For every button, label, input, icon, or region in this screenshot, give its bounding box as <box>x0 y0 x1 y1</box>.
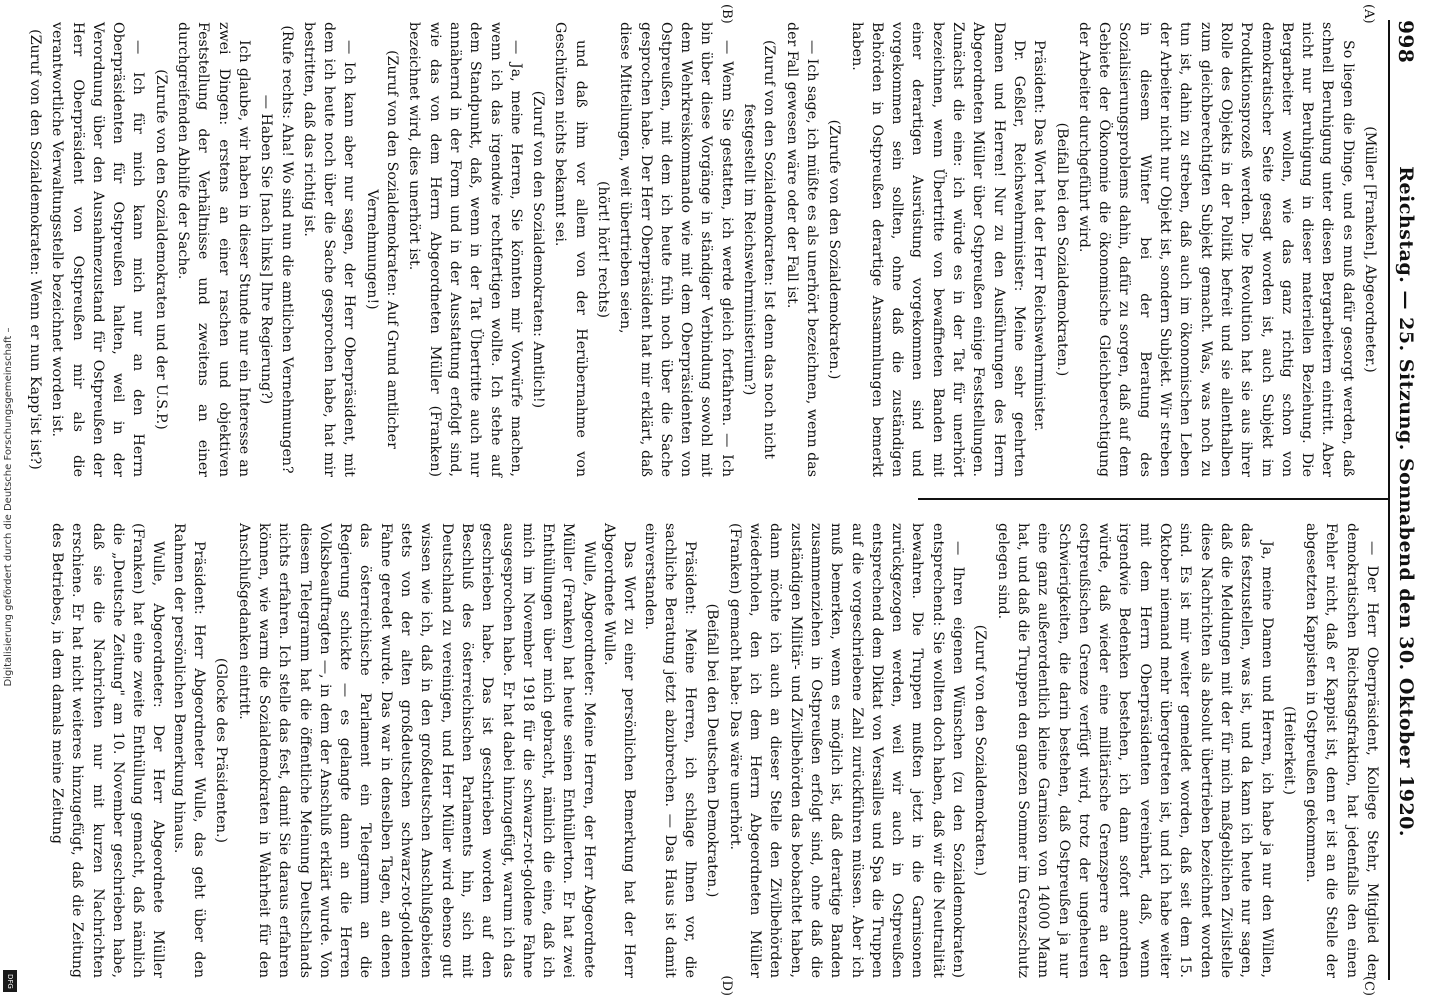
paragraph: Ich glaube, wir haben in dieser Stunde nur ein Interesse an zwei Dingen: erstens an einer raschen und objektiven Feststellung der Verhältnisse und zweitens an einer durchgreifenden Abhilfe der Sache. <box>175 22 252 477</box>
paragraph: — Ich kann aber nur sagen, der Herr Oberpräsident, mit dem ich heute noch über die Sache gesprochen habe, hat mir bestritten, daß das richtig ist. <box>300 22 358 477</box>
right-column <box>47 523 1382 978</box>
page-frame <box>22 0 1434 1000</box>
paragraph: Wulle, Abgeordneter: Meine Herren, der Herr Abgeordnete Müller (Franken) hat heute seinen Enthüllerton. Er hat zwei Enthüllungen über mich gebracht, nämlich die eine, daß ich mich im November 1918 für die schwarz-rot-goldene Fahne ausgesprochen habe. Er hat dabei hinzugefügt, warum ich das geschrieben habe. Das ist geschrieben worden auf den Beschluß des österreichischen Parlaments hin, sich mit Deutschland zu vereinigen, und Herr Müller wird ebenso gut wissen wie ich, daß in den großdeutschen Anschlußgebieten stets von der alten großdeutschen schwarz-rot-goldenen Fahne geredet wurde. Das war in denselben Tagen, an denen das österreichische Parlament ein Telegramm an die Regierung schickte — es gelangte dann an die Herren Volksbeauftragten —, in dem der Anschluß erklärt wurde. Von diesem Telegramm hat die öffentliche Meinung Deutschlands nichts erfahren. Ich stelle das fest, damit Sie daraus erfahren können, wie warm die Sozialdemokraten in Wahrheit für den Anschlußgedanken eintritt. <box>235 523 597 978</box>
paragraph: — Der Herr Oberpräsident, Kollege Stehr, Mitglied der demokratischen Reichstagsfraktion, hat jedenfalls den einen Fehler nicht, daß er Kappist ist, denn er ist an die Stelle der abgesetzten Kappisten in Ostpreußen gekommen. <box>1303 523 1380 978</box>
page-number: 998 <box>1394 20 1418 64</box>
column-divider <box>918 498 1388 500</box>
paragraph: Ja, meine Damen und Herren, ich habe ja nur den Willen, das festzustellen, was ist, und da kann ich heute nur sagen, daß die Meldungen mit der für mich maßgeblichen Zivilstelle diese Nachrichten als absolut übertrieben bezeichnet worden sind. Es ist mir weiter gemeldet worden, daß seit dem 15. Oktober niemand mehr übergetreten ist, und ich habe weiter mit dem Herrn Oberpräsidenten vereinbart, daß, wenn irgendwie Bedenken bestehen, ich dann sofort anordnen würde, daß wieder eine militärische Grenzsperre an der ostpreußischen Grenze verfügt wird, trotz der ungeheuren Schwierigkeiten, die darin bestehen, daß Ostpreußen ja nur eine ganz außerordentlich kleine Garnison von 14000 Mann hat, und daß die Truppen den ganzen Sommer im Grenzschutz gelegen sind. <box>994 523 1275 978</box>
paragraph: Dr. Geßler, Reichswehrminister: Meine sehr geehrten Damen und Herren! Nur zu den Ausführungen des Herrn Abgeordneten Müller über Ostpreußen einige Feststellungen. Zunächst die eine: ich würde es in der Tat für unerhört bezeichnen, wenn Übertritte von bewaffneten Banden mit einer derartigen Ausrüstung vorgekommen sind und vorgekommen sein sollten, ohne daß die zuständigen Behörden in Ostpreußen derartige Ansammlungen bemerkt haben. <box>848 22 1027 477</box>
paragraph: — Ich sage, ich müßte es als unerhört bezeichnen, wenn das der Fall gewesen wäre oder der Fall ist. <box>783 22 820 477</box>
interjection: (Rufe rechts: Aha! Wo sind nun die amtlichen Vernehmungen? — Haben Sie [nach links] Ihre Regierung?) <box>258 25 295 474</box>
paragraph: Wulle, Abgeordneter: Der Herr Abgeordnete Müller (Franken) hat eine zweite Enthüllung gemacht, daß nämlich die „Deutsche Zeitung" am 10. November geschrieben habe, daß sie die Nachrichten nur mit kurzen Nachrichten erschiene. Er hat nicht weiteres hinzugefügt, daß die Zeitung des Betriebes, in dem damals meine Zeitung <box>49 523 167 978</box>
paragraph: Präsident: Das Wort hat der Herr Reichswehrminister. <box>1031 40 1048 432</box>
interjection: (Zuruf von den Sozialdemokraten: Amtlich!) <box>530 90 547 409</box>
header-rule <box>1388 20 1390 980</box>
page-header <box>1392 20 1420 980</box>
paragraph: — Ja, meine Herren, Sie könnten mir Vorwürfe machen, wenn ich das irgendwie rechtfertigen wollte. Ich stehe auf dem Standpunkt, daß, wenn in der Tat Übertritte auch nur annähernd in der Form und in der Ausstattung erfolgt sind, wie das von dem Herrn Abgeordneten Müller (Franken) bezeichnet wird, dies unerhört ist. <box>406 22 524 477</box>
margin-mark-a: (A) <box>1361 4 1376 24</box>
dfg-logo: DFG <box>3 970 17 992</box>
paragraph: und daß ihm vor allem von der Herübernahme von Geschützen nichts bekannt sei. <box>552 22 589 477</box>
interjection: (hört! hört! rechts) <box>595 180 612 319</box>
paragraph: — Ihren eigenen Wünschen (zu den Sozialdemokraten) entsprechend: Sie wollten doch haben, daß wir die Neutralität bewahren. Die Truppen mußten jetzt in die Garnisonen zurückgezogen werden, weil wir auch in Ostpreußen entsprechend dem Diktat von Versailles und Spa die Truppen auf die vorgeschriebene Zahl zurückführen müssen. Aber ich muß bemerken, wenn es möglich ist, daß derartige Banden zusammenziehen in Ostpreußen erfolgt sind, ohne daß die zuständigen Militär- und Zivilbehörden das beobachtet haben, dann möchte ich auch an dieser Stelle den Zivilbehörden wiederholen, den ich dem Herrn Abgeordneten Müller (Franken) gemacht habe: Das wäre unerhört. <box>726 523 967 978</box>
interjection: (Glocke des Präsidenten.) <box>213 657 230 844</box>
paragraph: Präsident: Herr Abgeordneter Wulle, das geht über den Rahmen der persönlichen Bemerkung hinaus. <box>170 523 208 978</box>
margin-mark-c: (C) <box>1361 975 1376 996</box>
margin-mark-b: (B) <box>719 4 734 24</box>
interjection: (Zurufe von den Sozialdemokraten.) <box>826 119 843 380</box>
interjection: (Zuruf von den Sozialdemokraten: Wenn er nun Kapp'ist ist?) <box>27 29 43 470</box>
running-head: Reichstag. — 25. Sitzung. Sonnabend den 30. Oktober 1920. <box>1395 166 1417 837</box>
interjection: (Beifall bei den Sozialdemokraten.) <box>1053 122 1070 377</box>
interjection: (Zuruf von den Sozialdemokraten: Ist denn das noch nicht festgestellt im Reichswehrministerium?) <box>741 39 778 460</box>
interjection: (Heiterkeit.) <box>1280 706 1297 795</box>
interjection: (Beifall bei den Deutschen Demokraten.) <box>704 603 721 898</box>
dfg-credit: Digitalisierung gefördert durch die Deutsche Forschungsgemeinschaft – <box>3 327 14 687</box>
interjection: (Zuruf von den Sozialdemokraten.) <box>972 624 989 877</box>
paragraph: — Ich für mich kann mich nur an den Herrn Oberpräsidenten für Ostpreußen halten, weil in der Verordnung über den Ausnahmezustand für Ostpreußen der Herr Oberpräsident von Ostpreußen mir als die verantwortliche Verwaltungsstelle bezeichnet worden ist. <box>49 22 147 477</box>
left-column <box>23 22 1382 477</box>
paragraph: Das Wort zu einer persönlichen Bemerkung hat der Herr Abgeordnete Wulle. <box>601 523 638 978</box>
interjection: (Müller [Franken], Abgeordneter.) <box>1362 126 1378 373</box>
document-page <box>22 0 1434 1000</box>
paragraph: So liegen die Dinge, und es muß dafür gesorgt werden, daß schnell Beruhigung unter diesen Bergarbeitern eintritt. Aber nicht nur Beruhigung in dieser materiellen Beziehung. Die Bergarbeiter wollen, wie das ganz richtig schon von demokratischer Seite gesagt worden ist, auch Subjekt im Produktionsprozeß werden. Die Revolution hat sie aus ihrer Rolle des Objekts in der Politik befreit und sie allenthalben zum gleichberechtigten Subjekt gemacht. Was, was noch zu tun ist, dahin zu streben, daß auch im ökonomischen Leben der Arbeiter nicht nur Objekt ist, sondern Subjekt. Wir streben in diesem Winter bei der Beratung des Sozialisierungsproblems dahin, dafür zu sorgen, daß auf dem Gebiete der Ökonomie die ökonomische Gleichberechtigung der Arbeiter durchgeführt wird. <box>1075 22 1356 477</box>
paragraph: — Wenn Sie gestatten, ich werde gleich fortfahren. — Ich bin über diese Vorgänge in ständiger Verbindung sowohl mit dem Wehrkreiskommando wie mit dem Oberpräsidenten von Ostpreußen, mit dem ich heute früh noch über die Sache gesprochen habe. Der Herr Oberpräsident hat mir erklärt, daß diese Mitteilungen, weit übertrieben seien, <box>617 22 735 477</box>
interjection: (Zurufe von den Sozialdemokraten und der U.S.P.) <box>152 69 169 430</box>
paragraph: Präsident: Meine Herren, ich schlage Ihnen vor, die sachliche Beratung jetzt abzubrechen. — Das Haus ist damit einverstanden. <box>641 523 699 978</box>
interjection: (Zuruf von den Sozialdemokraten: Auf Grund amtlicher Vernehmungen!) <box>363 50 401 449</box>
side-strip <box>0 0 20 1000</box>
margin-mark-d: (D) <box>719 975 734 996</box>
